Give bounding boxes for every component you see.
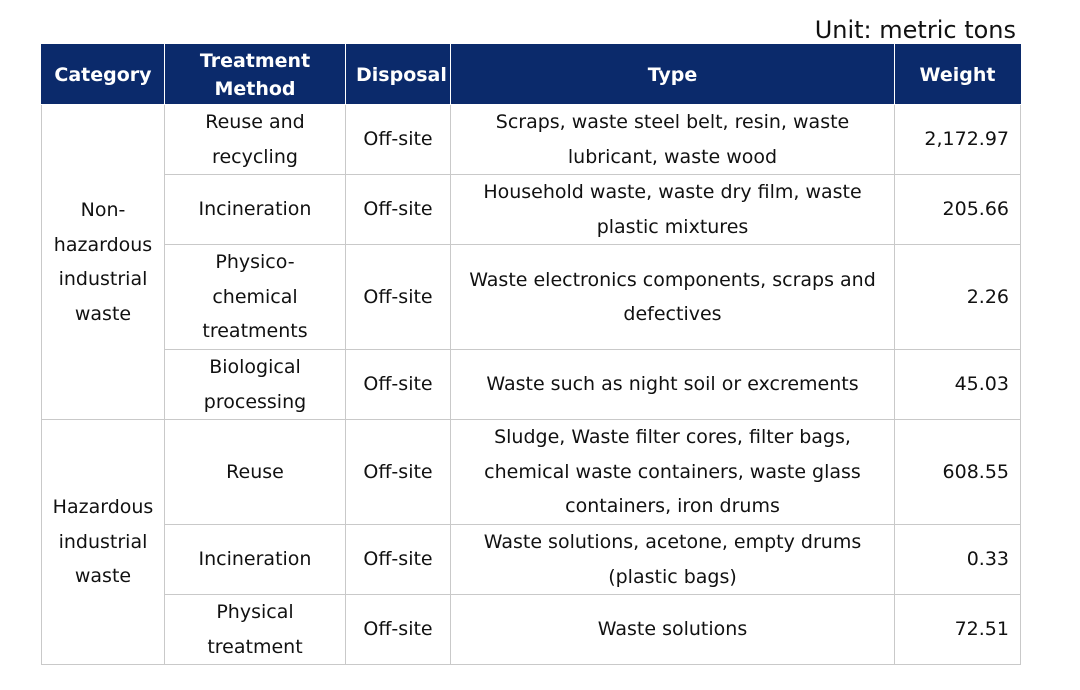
table-row bbox=[42, 420, 1021, 525]
type-cell: Sludge, Waste filter cores, filter bags, chemical waste containers, waste glass containers, iron drums bbox=[451, 420, 895, 525]
header-type: Type bbox=[451, 45, 895, 105]
type-cell: Scraps, waste steel belt, resin, waste lubricant, waste wood bbox=[451, 105, 895, 175]
disposal-cell: Off-site bbox=[346, 595, 451, 665]
type-cell: Waste solutions bbox=[451, 595, 895, 665]
disposal-cell: Off-site bbox=[346, 245, 451, 350]
method-cell: Physical treatment bbox=[165, 595, 346, 665]
weight-cell: 2,172.97 bbox=[895, 105, 1021, 175]
header-disposal: Disposal bbox=[346, 45, 451, 105]
table-row bbox=[42, 175, 1021, 245]
method-cell: Incineration bbox=[165, 525, 346, 595]
category-cell: Hazardous industrial waste bbox=[42, 420, 165, 665]
type-cell: Waste such as night soil or excrements bbox=[451, 350, 895, 420]
disposal-cell: Off-site bbox=[346, 525, 451, 595]
header-treatment-method: Treatment Method bbox=[165, 45, 346, 105]
table-row bbox=[42, 245, 1021, 350]
method-cell: Physico-chemical treatments bbox=[165, 245, 346, 350]
category-cell: Non-hazardous industrial waste bbox=[42, 105, 165, 420]
weight-cell: 205.66 bbox=[895, 175, 1021, 245]
header-row bbox=[42, 45, 1021, 105]
disposal-cell: Off-site bbox=[346, 175, 451, 245]
disposal-cell: Off-site bbox=[346, 350, 451, 420]
weight-cell: 608.55 bbox=[895, 420, 1021, 525]
disposal-cell: Off-site bbox=[346, 105, 451, 175]
table-row bbox=[42, 525, 1021, 595]
disposal-cell: Off-site bbox=[346, 420, 451, 525]
type-cell: Waste solutions, acetone, empty drums (plastic bags) bbox=[451, 525, 895, 595]
header-weight: Weight bbox=[895, 45, 1021, 105]
weight-cell: 0.33 bbox=[895, 525, 1021, 595]
table-body bbox=[42, 105, 1021, 665]
type-cell: Waste electronics components, scraps and defectives bbox=[451, 245, 895, 350]
header-category: Category bbox=[42, 45, 165, 105]
weight-cell: 72.51 bbox=[895, 595, 1021, 665]
table-row bbox=[42, 350, 1021, 420]
unit-note: Unit: metric tons bbox=[814, 16, 1016, 44]
method-cell: Reuse bbox=[165, 420, 346, 525]
table-row bbox=[42, 105, 1021, 175]
waste-table bbox=[41, 44, 1021, 665]
type-cell: Household waste, waste dry film, waste plastic mixtures bbox=[451, 175, 895, 245]
table-header bbox=[42, 45, 1021, 105]
weight-cell: 2.26 bbox=[895, 245, 1021, 350]
table-row bbox=[42, 595, 1021, 665]
method-cell: Reuse and recycling bbox=[165, 105, 346, 175]
method-cell: Biological processing bbox=[165, 350, 346, 420]
weight-cell: 45.03 bbox=[895, 350, 1021, 420]
method-cell: Incineration bbox=[165, 175, 346, 245]
